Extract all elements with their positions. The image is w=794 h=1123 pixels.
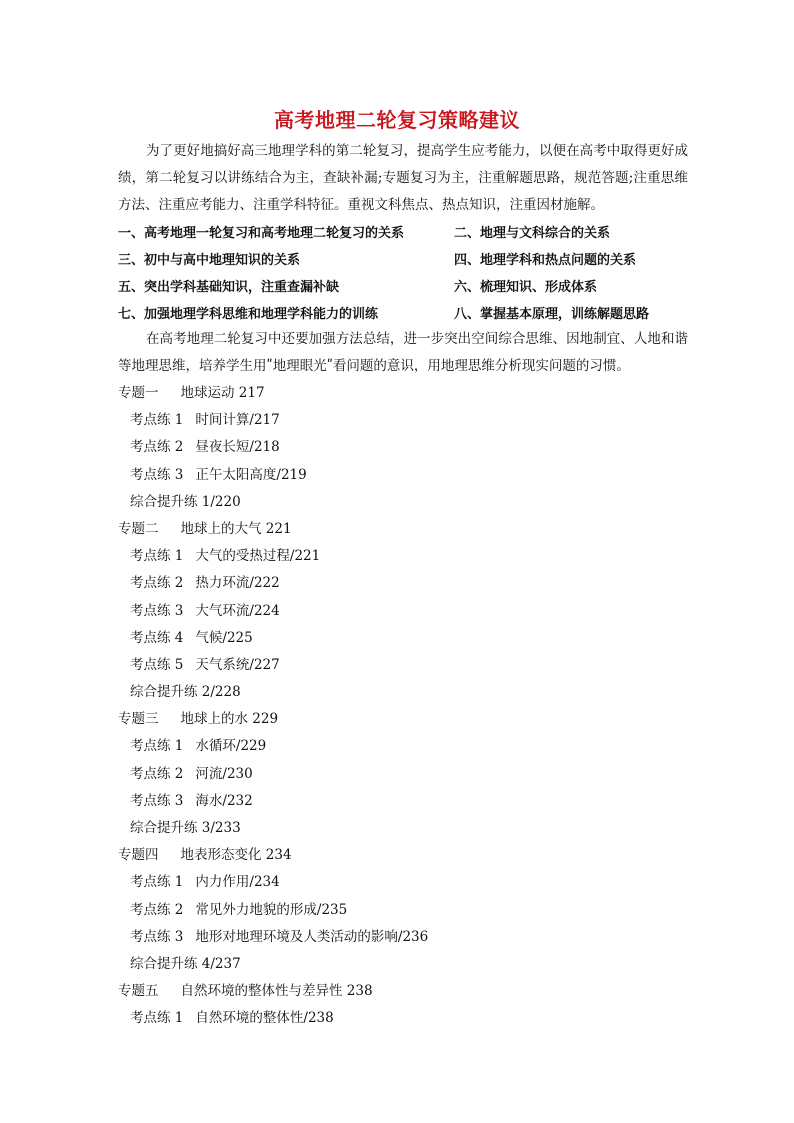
toc-subitem-line (118, 598, 688, 625)
toc-subitem-line (118, 869, 688, 896)
toc-label: 考点练 1 (130, 412, 184, 429)
summary-paragraph: 在高考地理二轮复习中还要加强方法总结，进一步突出空间综合思维、因地制宜、人地和谐等地理思维，培养学生用ʺ地理眼光ʺ看问题的意识，用地理思维分析现实问题的习惯。 (118, 331, 688, 374)
toc-text: 水循环/229 (195, 738, 267, 755)
toc-topic-line (118, 706, 688, 733)
toc-topic-line (118, 516, 688, 543)
toc-subitem-line (118, 1005, 688, 1032)
toc-label: 专题一 (118, 385, 159, 401)
toc-label: 专题五 (118, 983, 159, 1000)
toc-label: 综合提升练 3/233 (130, 820, 241, 836)
toc-text: 常见外力地貌的形成/235 (195, 901, 348, 918)
toc-label: 综合提升练 1/220 (130, 493, 241, 510)
toc-subitem-line (118, 815, 688, 842)
toc-label: 考点练 2 (130, 575, 184, 592)
toc-subitem-line (118, 625, 688, 652)
toc-label: 考点练 3 (130, 466, 184, 483)
toc-subitem-line (118, 489, 688, 516)
toc-subitem-line (118, 434, 688, 461)
toc-text: 大气环流/224 (195, 602, 280, 619)
toc-subitem-line (118, 788, 688, 815)
toc-label: 考点练 3 (130, 602, 184, 619)
toc-text: 地表形态变化 234 (180, 847, 292, 864)
toc-subitem-line (118, 951, 688, 978)
toc-subitem-line (118, 679, 688, 706)
toc-subitem-line (118, 733, 688, 760)
strategy-row (118, 218, 688, 245)
toc-text: 地形对地理环境及人类活动的影响/236 (195, 928, 429, 945)
toc-label: 考点练 2 (130, 765, 184, 782)
toc-text: 地球上的大气 221 (180, 520, 292, 537)
strategy-points (118, 218, 688, 326)
toc-text: 地球运动 217 (180, 385, 265, 401)
toc-subitem-line (118, 462, 688, 489)
strategy-point: 二、地理与文科综合的关系 (454, 226, 611, 241)
strategy-row (118, 272, 688, 299)
toc-topic-line (118, 978, 688, 1005)
toc-text: 时间计算/217 (195, 412, 280, 429)
toc-text: 河流/230 (195, 765, 253, 782)
toc-label: 考点练 2 (130, 439, 184, 456)
toc-subitem-line (118, 897, 688, 924)
toc-text: 热力环流/222 (195, 575, 280, 592)
toc-text: 大气的受热过程/221 (195, 548, 321, 565)
toc-text: 正午太阳高度/219 (195, 466, 307, 483)
toc-label: 专题四 (118, 847, 159, 864)
toc-text: 地球上的水 229 (180, 711, 279, 728)
toc-text: 天气系统/227 (195, 656, 280, 673)
toc-label: 综合提升练 2/228 (130, 684, 241, 701)
table-of-contents (118, 380, 688, 1033)
intro-paragraph: 为了更好地搞好高三地理学科的第二轮复习，提高学生应考能力，以便在高考中取得更好成绩，第二轮复习以讲练结合为主，查缺补漏;专题复习为主，注重解题思路，规范答题;注重思维方法、注重应考能力、注重学科特征。重视文科焦点、热点知识，注重因材施解。 (118, 143, 688, 213)
strategy-point: 八、掌握基本原理，训练解题思路 (454, 307, 650, 322)
toc-topic-line (118, 380, 688, 407)
toc-topic-line (118, 842, 688, 869)
strategy-point: 一、高考地理一轮复习和高考地理二轮复习的关系 (118, 226, 405, 241)
toc-text: 昼夜长短/218 (195, 439, 280, 456)
toc-subitem-line (118, 570, 688, 597)
toc-label: 专题二 (118, 520, 159, 537)
toc-label: 考点练 3 (130, 792, 184, 809)
toc-subitem-line (118, 407, 688, 434)
strategy-row (118, 245, 688, 272)
toc-label: 考点练 1 (130, 1010, 184, 1027)
toc-label: 考点练 4 (130, 629, 184, 646)
toc-label: 考点练 1 (130, 738, 184, 755)
toc-text: 内力作用/234 (195, 874, 280, 891)
toc-label: 考点练 1 (130, 874, 184, 891)
document-title: 高考地理二轮复习策略建议 (274, 108, 520, 132)
strategy-point: 六、梳理知识、形成体系 (454, 280, 598, 295)
toc-text: 海水/232 (195, 792, 253, 809)
toc-text: 气候/225 (195, 629, 253, 646)
strategy-point: 七、加强地理学科思维和地理学科能力的训练 (118, 307, 379, 322)
toc-text: 自然环境的整体性/238 (195, 1010, 334, 1027)
toc-label: 考点练 5 (130, 656, 184, 673)
strategy-point: 五、突出学科基础知识，注重查漏补缺 (118, 280, 340, 295)
toc-label: 考点练 3 (130, 928, 184, 945)
toc-subitem-line (118, 543, 688, 570)
toc-subitem-line (118, 761, 688, 788)
toc-label: 专题三 (118, 711, 159, 728)
toc-subitem-line (118, 924, 688, 951)
toc-text: 自然环境的整体性与差异性 238 (180, 983, 373, 1000)
strategy-point: 四、地理学科和热点问题的关系 (454, 253, 637, 268)
toc-label: 考点练 2 (130, 901, 184, 918)
strategy-point: 三、初中与高中地理知识的关系 (118, 253, 301, 268)
toc-subitem-line (118, 652, 688, 679)
toc-label: 考点练 1 (130, 548, 184, 565)
toc-label: 综合提升练 4/237 (130, 955, 241, 972)
strategy-row (118, 299, 688, 326)
